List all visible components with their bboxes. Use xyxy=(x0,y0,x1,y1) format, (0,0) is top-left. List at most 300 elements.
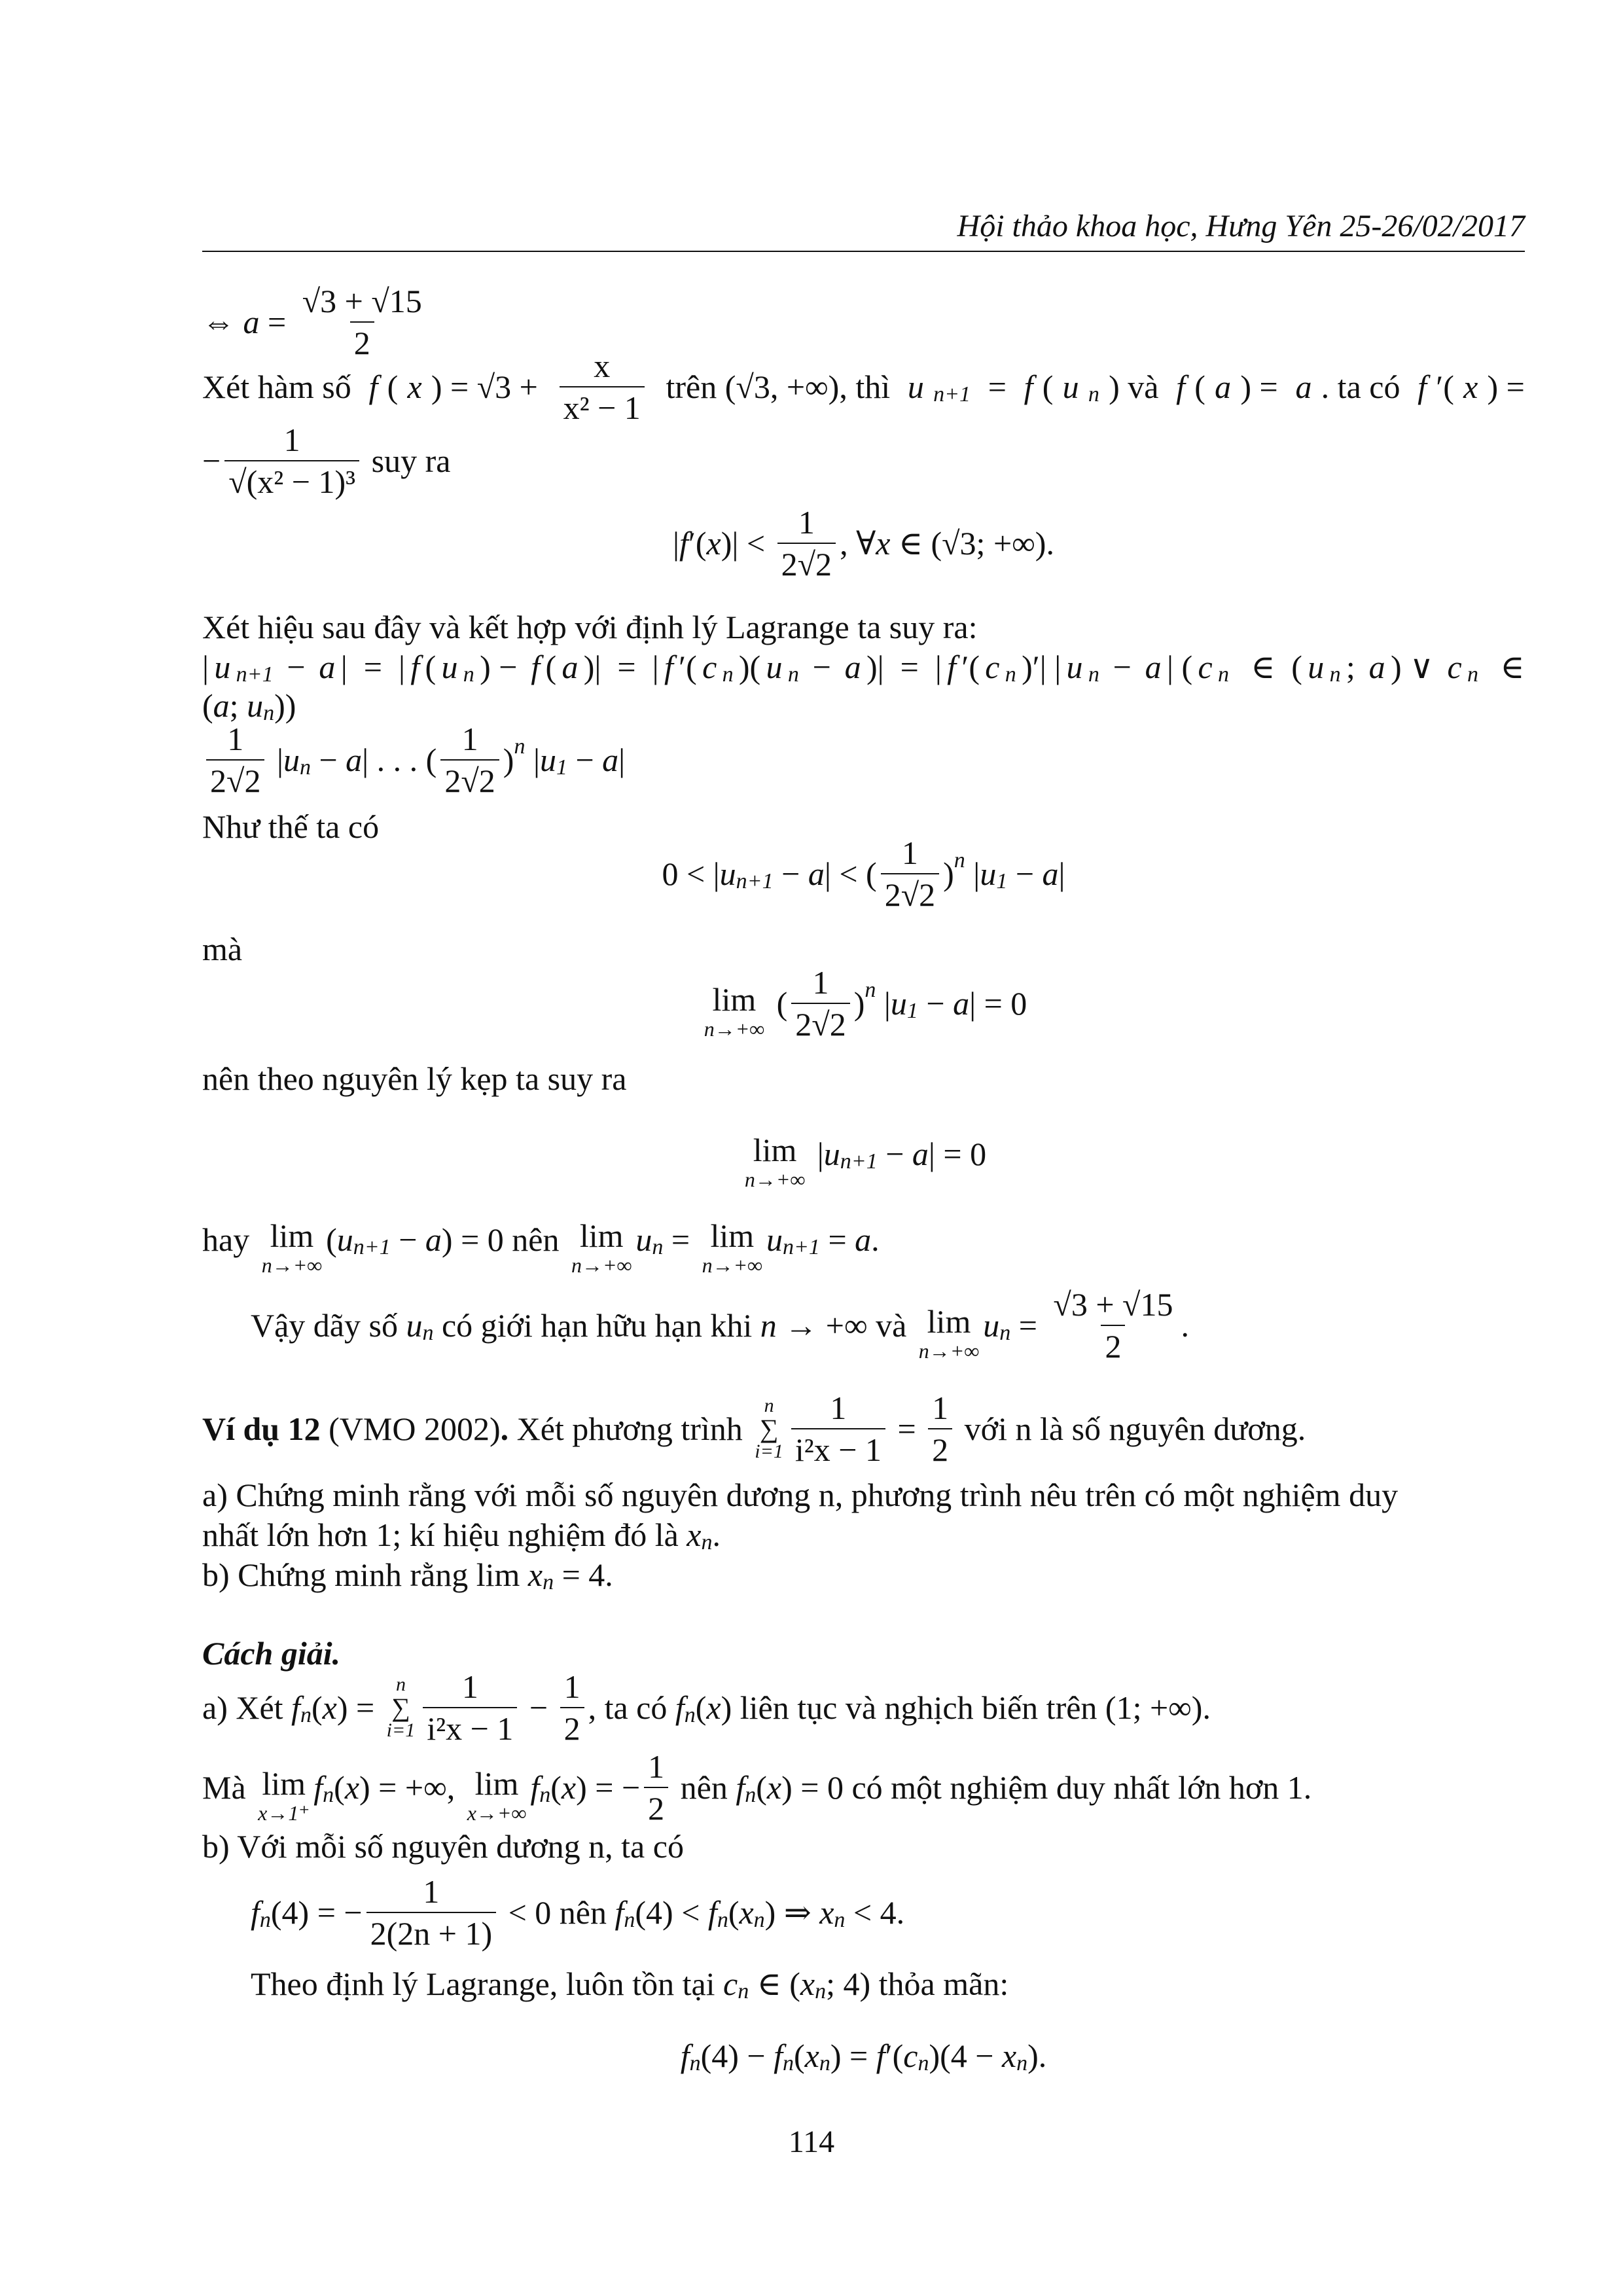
denominator: x² − 1 xyxy=(560,386,645,427)
text-run: )( xyxy=(738,649,761,686)
text-run: ; xyxy=(229,687,247,724)
numerator: 1 xyxy=(648,1748,665,1785)
text-run: − xyxy=(1007,855,1043,892)
math-variable: f xyxy=(774,2037,783,2075)
text-run: nên xyxy=(672,1768,736,1806)
line-content xyxy=(741,1124,987,1192)
math-variable: f xyxy=(531,649,541,686)
math-variable: u xyxy=(983,1306,1000,1344)
text-run: )| = | xyxy=(583,649,659,686)
text-run: . xyxy=(1181,1306,1189,1344)
limit-subscript: n→+∞ xyxy=(704,1017,765,1041)
text-run: | xyxy=(809,1136,824,1173)
math-variable: f xyxy=(679,524,688,562)
numerator: 1 xyxy=(461,721,478,758)
text-run: ; xyxy=(1346,649,1364,686)
text-run: | xyxy=(673,524,680,562)
sum-lower-bound: i=1 xyxy=(755,1440,783,1462)
denominator: 2 xyxy=(350,321,374,362)
math-variable: u xyxy=(907,368,924,405)
math-variable: f xyxy=(410,649,420,686)
math-variable: u xyxy=(247,687,264,724)
text-run: Xét hiệu sau đây và kết hợp với định lý Lagrange ta suy ra: xyxy=(202,609,978,646)
text-run: )| < xyxy=(721,524,774,562)
math-variable: u xyxy=(766,1221,783,1259)
subscript: n xyxy=(918,2051,929,2076)
text-run: b) Chứng minh rằng lim xyxy=(202,1556,528,1594)
text-run: ; 4) thỏa mãn: xyxy=(826,1965,1009,2002)
text-run: < 0 nên xyxy=(500,1894,615,1931)
math-variable: x xyxy=(1001,2037,1017,2075)
denominator: 2 xyxy=(1101,1325,1125,1365)
math-variable: c xyxy=(1198,649,1213,686)
numerator: 1 xyxy=(901,834,918,871)
text-run: | xyxy=(268,742,283,779)
limit-label: lim xyxy=(927,1302,971,1340)
subscript: n xyxy=(300,1703,312,1728)
math-variable: f xyxy=(291,1689,300,1727)
math-variable: a xyxy=(844,649,861,686)
denominator: 2√2 xyxy=(791,1003,849,1043)
text-run: − xyxy=(310,742,346,779)
math-variable: f xyxy=(1024,368,1033,405)
text-run: , ta có xyxy=(588,1689,675,1727)
math-variable: f xyxy=(251,1894,260,1931)
numerator: 1 xyxy=(830,1389,847,1426)
math-variable: x xyxy=(800,1965,815,2002)
text-run: ) − xyxy=(480,649,526,686)
subscript: n+1 xyxy=(840,1149,878,1174)
text-run: ) = √3 + xyxy=(431,368,546,405)
math-variable: u xyxy=(539,742,556,779)
subscript: n xyxy=(1016,2051,1028,2076)
subscript: n+1 xyxy=(736,869,774,893)
text-run: a) Chứng minh rằng với mỗi số nguyên dương n, phương trình nêu trên có một nghiệm duy xyxy=(202,1477,1399,1514)
text-run: )) xyxy=(274,687,296,724)
text-run: ) ∨ xyxy=(1390,649,1442,686)
text-run: ( xyxy=(425,649,437,686)
subscript: n xyxy=(783,2051,794,2076)
text-run: ′( xyxy=(885,2037,904,2075)
numerator: 1 xyxy=(423,1873,440,1910)
denominator: 2√2 xyxy=(777,543,836,583)
subscript: n xyxy=(624,1908,635,1933)
math-variable: x xyxy=(561,1768,577,1806)
sum-upper-bound: n xyxy=(764,1394,774,1416)
text-run: ( xyxy=(334,1768,345,1806)
math-variable: x xyxy=(527,1556,543,1594)
subscript: n+1 xyxy=(782,1235,820,1260)
text-run: = xyxy=(1010,1306,1046,1344)
text-run: | = 0 xyxy=(928,1136,987,1173)
subscript: n+1 xyxy=(353,1235,391,1260)
math-variable: a xyxy=(808,855,825,892)
math-variable: x xyxy=(706,524,721,562)
text-run: ) = 0 có một nghiệm duy nhất lớn hơn 1. xyxy=(781,1768,1312,1806)
math-variable: a xyxy=(1042,855,1059,892)
text-run: | = | xyxy=(340,649,405,686)
text-run: Theo định lý Lagrange, luôn tồn tại xyxy=(251,1965,724,2002)
superscript: n xyxy=(865,978,876,1003)
header-rule xyxy=(202,251,1525,252)
subscript: n xyxy=(753,1908,765,1933)
denominator: 2√2 xyxy=(206,759,264,800)
math-variable: f xyxy=(707,1894,717,1931)
subscript: n xyxy=(422,1320,434,1345)
math-variable: a xyxy=(1145,649,1162,686)
text-run: | < ( xyxy=(824,855,877,892)
line-content xyxy=(681,2037,1047,2075)
text-run: ) = xyxy=(1487,368,1525,405)
text-run: ′( xyxy=(679,649,697,686)
subscript: n+1 xyxy=(933,382,971,406)
math-variable: f xyxy=(313,1768,323,1806)
subscript: n xyxy=(543,1570,554,1595)
text-run: ( xyxy=(728,1894,740,1931)
subscript: n xyxy=(787,662,799,687)
math-variable: f xyxy=(530,1768,540,1806)
math-variable: a xyxy=(319,649,336,686)
text-run: ∈ (√3; +∞). xyxy=(890,524,1054,562)
section-heading: Cách giải. xyxy=(202,1634,341,1672)
text-run: nên theo nguyên lý kẹp ta suy ra xyxy=(202,1060,627,1098)
numerator: 1 xyxy=(283,421,300,458)
subscript: n xyxy=(1329,662,1341,687)
fraction xyxy=(224,421,359,501)
text-run: | . . . ( xyxy=(362,742,437,779)
subscript: n xyxy=(1217,662,1229,687)
text-run: = 4. xyxy=(554,1556,613,1594)
text-run: . xyxy=(871,1221,880,1259)
line-content xyxy=(251,1285,1189,1365)
text-run: (VMO 2002) xyxy=(320,1410,501,1447)
denominator: 2 xyxy=(644,1787,668,1827)
text-run: ( xyxy=(311,1689,323,1727)
text-run: − xyxy=(773,855,808,892)
limit-subscript: x→1⁺ xyxy=(258,1801,310,1825)
limit-label: lim xyxy=(710,1217,755,1255)
subscript: n xyxy=(1088,662,1099,687)
text-run: )| = | xyxy=(866,649,942,686)
math-variable: u xyxy=(283,742,300,779)
text-run: . ta có xyxy=(1321,368,1408,405)
math-variable: x xyxy=(739,1894,754,1931)
text-run: suy ra xyxy=(363,442,451,479)
math-variable: x xyxy=(322,1689,337,1727)
subscript: n xyxy=(1467,662,1479,687)
text-run: nhất lớn hơn 1; kí hiệu nghiệm đó là xyxy=(202,1516,687,1554)
numerator: 1 xyxy=(563,1668,580,1706)
math-variable: a xyxy=(213,687,230,724)
text-run: − xyxy=(567,742,603,779)
text-run: | = 0 xyxy=(969,985,1027,1022)
math-variable: u xyxy=(635,1221,652,1259)
line-content xyxy=(202,1827,684,1865)
text-run: (4) = − xyxy=(270,1894,363,1931)
subscript: n xyxy=(463,662,474,687)
subscript: n xyxy=(999,1320,1011,1345)
summation-operator xyxy=(387,1675,416,1740)
text-run: → +∞ và xyxy=(776,1306,915,1344)
denominator: √(x² − 1)³ xyxy=(224,460,359,501)
math-variable: a xyxy=(1368,649,1385,686)
text-run: ) xyxy=(943,855,954,892)
math-variable: x xyxy=(407,368,422,405)
math-variable: f xyxy=(664,649,673,686)
text-run: − xyxy=(1105,649,1140,686)
text-run: ∈ ( xyxy=(1234,649,1302,686)
text-run: − xyxy=(804,649,840,686)
subscript: n xyxy=(819,2051,830,2076)
text-run: = xyxy=(259,303,294,340)
text-run: ) xyxy=(503,742,514,779)
text-run: có giới hạn hữu hạn khi xyxy=(433,1306,760,1344)
text-run: , ∀ xyxy=(840,524,876,562)
math-variable: u xyxy=(1308,649,1325,686)
limit-label: lim xyxy=(712,981,757,1018)
subscript: n xyxy=(259,1908,271,1933)
text-run: ( xyxy=(326,1221,337,1259)
limit-subscript: x→+∞ xyxy=(467,1801,527,1825)
math-variable: x xyxy=(687,1516,702,1554)
math-variable: u xyxy=(719,855,736,892)
text-run: | ( xyxy=(1166,649,1193,686)
text-run: )(4 − xyxy=(929,2037,1002,2075)
subscript: n xyxy=(652,1235,664,1260)
subscript: n xyxy=(299,755,311,780)
limit-subscript: n→+∞ xyxy=(744,1168,806,1192)
line-content xyxy=(202,1060,626,1098)
math-variable: x xyxy=(1463,368,1478,405)
text-run: − xyxy=(202,442,221,479)
numerator: 1 xyxy=(461,1668,478,1706)
subscript: n xyxy=(745,1782,757,1807)
text-run: ) = − xyxy=(576,1768,641,1806)
sum-upper-bound: n xyxy=(395,1674,406,1696)
bold-text: Ví dụ 12 xyxy=(202,1410,321,1447)
denominator: i²x − 1 xyxy=(423,1707,517,1748)
math-variable: u xyxy=(980,855,997,892)
numerator: x xyxy=(594,347,611,384)
subscript: n xyxy=(539,1782,551,1807)
limit-label: lim xyxy=(753,1132,797,1169)
text-run: | xyxy=(618,742,626,779)
math-variable: x xyxy=(876,524,891,562)
text-run: ( xyxy=(202,687,213,724)
text-run: ) = 0 nên xyxy=(441,1221,567,1259)
text-run: ( xyxy=(794,2037,805,2075)
text-run: ( xyxy=(768,985,788,1022)
subscript: n xyxy=(738,1979,749,2003)
subscript: n xyxy=(263,700,275,725)
subscript: n xyxy=(722,662,734,687)
limit-operator xyxy=(745,1131,805,1190)
text-run: trên (√3, +∞), thì xyxy=(658,368,899,405)
text-run: ) và xyxy=(1109,368,1167,405)
text-run: Xét phương trình xyxy=(508,1410,751,1447)
running-header: Hội thảo khoa học, Hưng Yên 25-26/02/2017 xyxy=(957,209,1525,243)
math-variable: c xyxy=(1447,649,1462,686)
line-content xyxy=(673,503,1054,583)
text-run: (4) − xyxy=(700,2037,774,2075)
subscript: n xyxy=(834,1908,846,1933)
math-variable: u xyxy=(823,1136,840,1173)
math-variable: n xyxy=(760,1306,777,1344)
text-run: a) Xét xyxy=(202,1689,292,1727)
text-run: hay xyxy=(202,1221,258,1259)
math-variable: x xyxy=(344,1768,360,1806)
limit-operator xyxy=(919,1302,979,1361)
subscript: n xyxy=(701,1530,713,1555)
math-variable: f xyxy=(1418,368,1427,405)
text-run: | xyxy=(1058,855,1065,892)
text-run: ′( xyxy=(961,649,980,686)
denominator: 2 xyxy=(560,1707,584,1748)
text-run: | xyxy=(965,855,980,892)
subscript: 1 xyxy=(556,755,567,780)
numerator: 1 xyxy=(798,503,815,541)
text-line xyxy=(202,2003,1525,2108)
limit-label: lim xyxy=(262,1765,306,1802)
math-variable: x xyxy=(706,1689,721,1727)
denominator: 2√2 xyxy=(881,873,939,914)
limit-label: lim xyxy=(270,1217,314,1255)
sum-lower-bound: i=1 xyxy=(386,1719,416,1742)
limit-label: lim xyxy=(579,1217,624,1255)
subscript: n+1 xyxy=(236,662,274,687)
text-run: ). xyxy=(1027,2037,1047,2075)
limit-operator xyxy=(702,1217,762,1276)
text-run: = xyxy=(663,1221,698,1259)
bold-text: . xyxy=(500,1410,509,1447)
math-variable: a xyxy=(562,649,579,686)
math-variable: x xyxy=(766,1768,782,1806)
line-content xyxy=(202,1210,880,1278)
math-variable: u xyxy=(441,649,458,686)
text-run: Như thế ta có xyxy=(202,808,380,845)
limit-operator xyxy=(262,1217,322,1276)
math-variable: u xyxy=(890,985,907,1022)
subscript: n xyxy=(689,2051,701,2076)
denominator: 2 xyxy=(928,1428,952,1469)
denominator: 2√2 xyxy=(440,759,499,800)
numerator: 1 xyxy=(812,964,829,1001)
math-variable: f xyxy=(675,1689,685,1727)
text-run: mà xyxy=(202,930,243,967)
text-run: ( xyxy=(1194,368,1205,405)
limit-subscript: n→+∞ xyxy=(702,1253,762,1278)
math-variable: f xyxy=(680,2037,690,2075)
math-variable: u xyxy=(1062,368,1079,405)
text-run: ) = +∞, xyxy=(359,1768,463,1806)
superscript: n xyxy=(514,734,526,759)
text-run: ( xyxy=(550,1768,562,1806)
subscript: n xyxy=(815,1979,827,2003)
text-run: < 4. xyxy=(845,1894,905,1931)
limit-subscript: n→+∞ xyxy=(918,1338,980,1363)
limit-operator xyxy=(571,1217,632,1276)
limit-subscript: n→+∞ xyxy=(571,1253,632,1278)
text-run: b) Với mỗi số nguyên dương n, ta có xyxy=(202,1828,684,1865)
text-line xyxy=(251,1273,1525,1378)
numerator: √3 + √15 xyxy=(1053,1285,1173,1323)
math-variable: a xyxy=(1295,368,1312,405)
math-variable: c xyxy=(723,1965,738,2002)
text-run: ′( xyxy=(1436,368,1454,405)
sigma-symbol: ∑ xyxy=(759,1413,779,1443)
math-variable: f xyxy=(615,1894,624,1931)
numerator: √3 + √15 xyxy=(302,282,422,319)
subscript: n xyxy=(717,1908,728,1933)
math-variable: x xyxy=(804,2037,819,2075)
text-run: | xyxy=(525,742,540,779)
text-run: Xét hàm số xyxy=(202,368,360,405)
text-run: . xyxy=(712,1516,721,1554)
math-variable: u xyxy=(214,649,231,686)
text-run: ) = xyxy=(336,1689,383,1727)
text-run: ) = xyxy=(830,2037,876,2075)
text-run: − xyxy=(877,1136,912,1173)
math-variable: f xyxy=(947,649,957,686)
denominator: i²x − 1 xyxy=(791,1428,885,1469)
math-variable: a xyxy=(602,742,619,779)
math-variable: x xyxy=(819,1894,834,1931)
text-run: − xyxy=(390,1221,425,1259)
math-variable: c xyxy=(903,2037,918,2075)
text-run: − xyxy=(278,649,314,686)
page-number: 114 xyxy=(788,2125,835,2159)
math-variable: f xyxy=(736,1768,745,1806)
numerator: 1 xyxy=(227,721,244,758)
fraction xyxy=(1049,1285,1177,1365)
text-run: − xyxy=(918,985,954,1022)
text-run: Mà xyxy=(202,1768,255,1806)
math-variable: a xyxy=(855,1221,872,1259)
text-run: ( xyxy=(545,649,557,686)
text-run: ′( xyxy=(688,524,707,562)
subscript: 1 xyxy=(996,869,1008,893)
text-run: ∈ ( xyxy=(749,1965,800,2002)
math-variable: f xyxy=(1176,368,1186,405)
math-variable: a xyxy=(346,742,363,779)
text-run: ( xyxy=(756,1768,767,1806)
math-variable: a xyxy=(243,303,260,340)
math-variable: f xyxy=(368,368,378,405)
math-variable: c xyxy=(702,649,717,686)
text-run: ∈ xyxy=(1484,649,1525,686)
math-variable: u xyxy=(406,1306,423,1344)
text-run: | xyxy=(876,985,891,1022)
subscript: n xyxy=(323,1782,334,1807)
subscript: n xyxy=(684,1703,696,1728)
line-content xyxy=(202,1556,613,1594)
text-run: = xyxy=(819,1221,855,1259)
numerator: 1 xyxy=(932,1389,949,1426)
text-run: ) xyxy=(853,985,865,1022)
text-run: = xyxy=(889,1410,925,1447)
text-run: với n là số nguyên dương. xyxy=(956,1410,1306,1447)
text-run: ) ⇒ xyxy=(764,1894,820,1931)
math-variable: c xyxy=(985,649,1000,686)
math-variable: f xyxy=(876,2037,885,2075)
text-run: | xyxy=(202,649,209,686)
math-variable: a xyxy=(425,1221,442,1259)
math-variable: u xyxy=(766,649,783,686)
text-run: Vậy dãy số xyxy=(251,1306,406,1344)
fraction xyxy=(777,503,836,583)
denominator: 2(2n + 1) xyxy=(366,1912,497,1952)
subscript: n xyxy=(1088,382,1099,406)
